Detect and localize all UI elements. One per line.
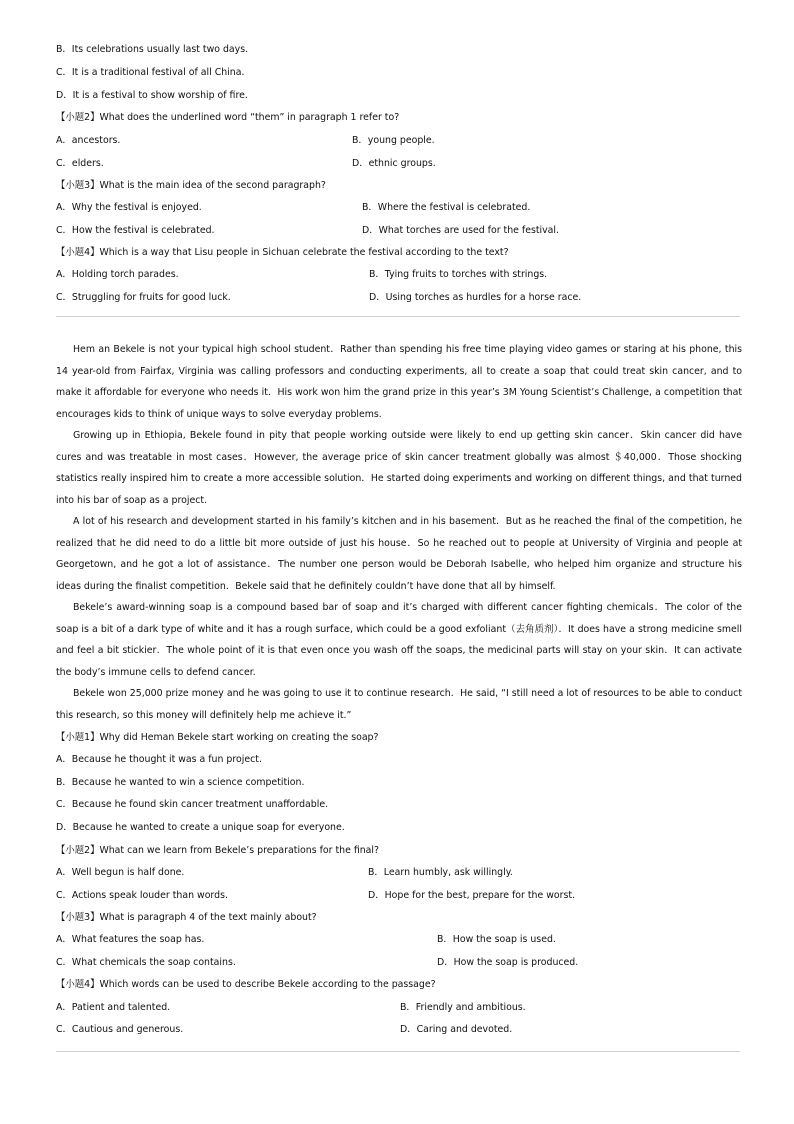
- option-d: D．ethnic groups.: [352, 158, 436, 169]
- option-b: B．Its celebrations usually last two days.: [56, 44, 249, 55]
- option-d: D．How the soap is produced.: [437, 957, 579, 968]
- option-d: D．Caring and devoted.: [400, 1024, 513, 1035]
- passage-paragraph-3: [56, 511, 742, 597]
- option-d: D．What torches are used for the festival.: [362, 225, 560, 236]
- question-stem: 【小题3】What is the main idea of the second paragraph?: [56, 180, 326, 191]
- passage-paragraph-text: Growing up in Ethiopia, Bekele found in pity that people working outside were likely to end up getting skin cancer．Skin cancer did have cures and was treatable in most cases．However, the average price of skin cancer treatment globally was almost ＄40,000．Those shocking statistics really inspired him to create a more accessible solution．He started doing experiments and working on different things, and that turned into his bar of soap as a project.: [56, 430, 742, 506]
- option-b: B．Learn humbly, ask willingly.: [368, 867, 513, 878]
- option-d: D．It is a festival to show worship of fire.: [56, 90, 248, 101]
- question-stem: 【小题3】What is paragraph 4 of the text mainly about?: [56, 912, 317, 923]
- option-b: B．young people.: [352, 135, 435, 146]
- passage-paragraph-text: Hem an Bekele is not your typical high school student．Rather than spending his free time playing video games or staring at his phone, this 14 year-old from Fairfax, Virginia was calling professors and conducting experiments, all to create a soap that could treat skin cancer, and to make it affordable for everyone who needs it．His work won him the grand prize in this year’s 3M Young Scientist’s Challenge, a competition that encourages kids to think of unique ways to solve everyday problems.: [56, 344, 742, 420]
- option-a: A．Because he thought it was a fun project.: [56, 754, 262, 765]
- option-c: C．What chemicals the soap contains.: [56, 957, 236, 968]
- section-divider: [56, 316, 740, 317]
- option-c: C．Because he found skin cancer treatment unaffordable.: [56, 799, 329, 810]
- option-c: C．How the festival is celebrated.: [56, 225, 215, 236]
- option-c: C．Actions speak louder than words.: [56, 890, 228, 901]
- option-a: A．ancestors.: [56, 135, 121, 146]
- question-stem: 【小题4】Which words can be used to describe Bekele according to the passage?: [56, 979, 436, 990]
- passage-paragraph-2: [56, 425, 742, 511]
- question-stem: 【小题1】Why did Heman Bekele start working on creating the soap?: [56, 732, 379, 743]
- option-c: C．Cautious and generous.: [56, 1024, 184, 1035]
- section-divider: [56, 1051, 740, 1052]
- question-stem: 【小题2】What can we learn from Bekele’s preparations for the final?: [56, 845, 380, 856]
- option-d: D．Using torches as hurdles for a horse race.: [369, 292, 582, 303]
- passage-paragraph-1: [56, 339, 742, 425]
- option-a: A．Patient and talented.: [56, 1002, 171, 1013]
- option-b: B．Tying fruits to torches with strings.: [369, 269, 548, 280]
- option-a: A．Holding torch parades.: [56, 269, 179, 280]
- option-c: C．elders.: [56, 158, 104, 169]
- option-a: A．Why the festival is enjoyed.: [56, 202, 202, 213]
- option-c: C．It is a traditional festival of all China.: [56, 67, 245, 78]
- passage-paragraph-5: [56, 683, 742, 726]
- option-b: B．How the soap is used.: [437, 934, 556, 945]
- question-stem: 【小题4】Which is a way that Lisu people in Sichuan celebrate the festival according to the text?: [56, 247, 509, 258]
- option-b: B．Friendly and ambitious.: [400, 1002, 526, 1013]
- passage-paragraph-text: Bekele’s award-winning soap is a compound based bar of soap and it’s charged with different cancer fighting chemicals．The color of the soap is a bit of a dark type of white and it has a rough surface, which could be a good exfoliant（去角质剂）．It does have a strong medicine smell and feel a bit stickier．The whole point of it is that even once you wash off the soaps, the medicinal parts will stay on your skin．It can activate the body’s immune cells to defend cancer.: [56, 602, 742, 678]
- option-a: A．Well begun is half done.: [56, 867, 185, 878]
- question-stem: 【小题2】What does the underlined word “them” in paragraph 1 refer to?: [56, 112, 400, 123]
- option-b: B．Because he wanted to win a science competition.: [56, 777, 305, 788]
- passage-paragraph-4: [56, 597, 742, 683]
- option-d: D．Because he wanted to create a unique soap for everyone.: [56, 822, 345, 833]
- option-d: D．Hope for the best, prepare for the worst.: [368, 890, 576, 901]
- option-c: C．Struggling for fruits for good luck.: [56, 292, 231, 303]
- option-a: A．What features the soap has.: [56, 934, 205, 945]
- passage-paragraph-text: A lot of his research and development started in his family’s kitchen and in his basement．But as he reached the final of the competition, he realized that he did need to do a little bit more outside of just his house．So he reached out to people at University of Virginia and people at Georgetown, and he got a lot of assistance．The number one person would be Deborah Isabelle, who helped him organize and structure his ideas during the finalist competition．Bekele said that he definitely couldn’t have done that all by himself.: [56, 516, 742, 592]
- passage-paragraph-text: Bekele won 25,000 prize money and he was going to use it to continue research．He said, “I still need a lot of resources to be able to conduct this research, so this money will definitely help me achieve it.”: [56, 688, 742, 721]
- option-b: B．Where the festival is celebrated.: [362, 202, 531, 213]
